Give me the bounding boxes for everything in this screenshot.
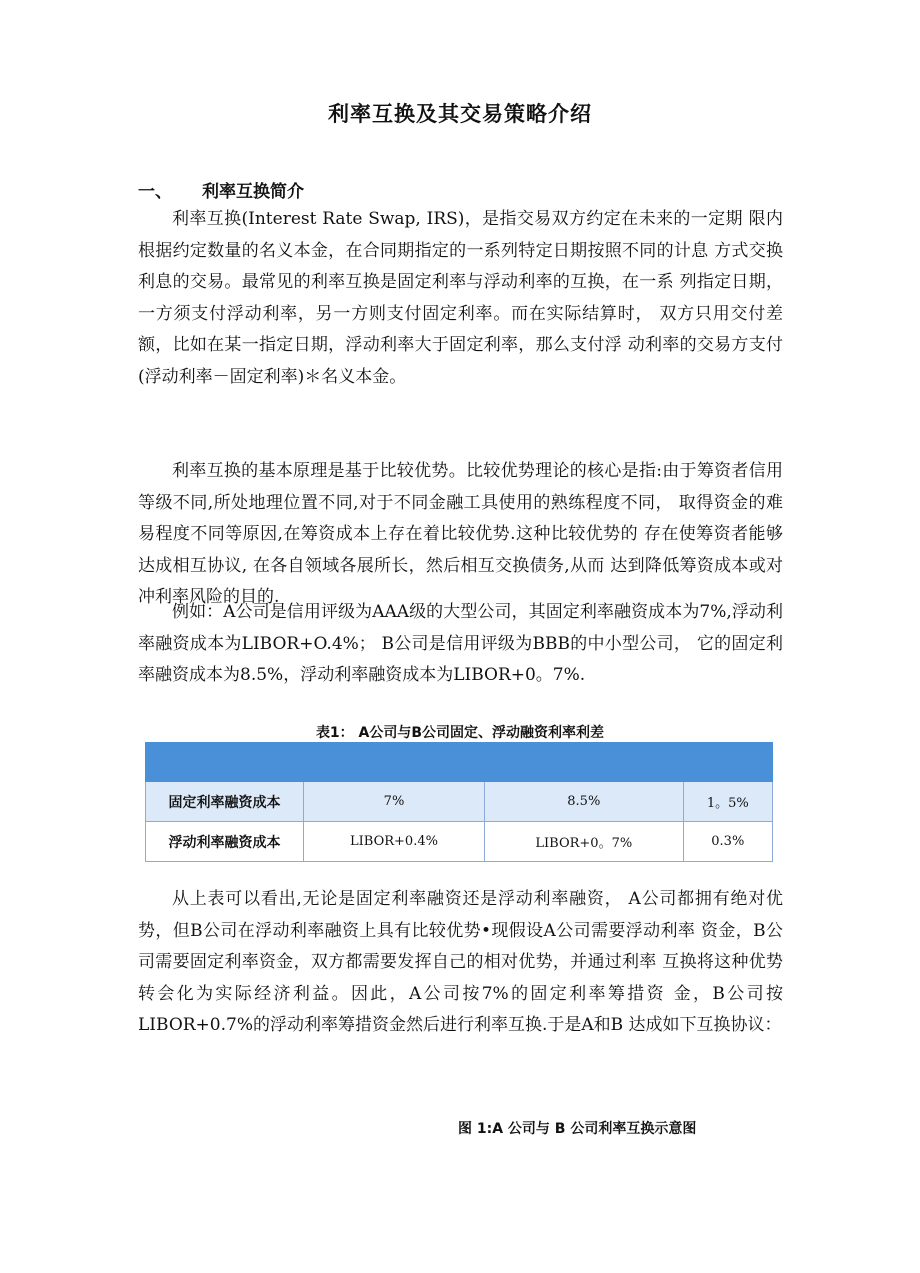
company-b-value: LIBOR+0。7%: [484, 822, 683, 862]
rate-spread-table: [145, 742, 773, 862]
paragraph-example: 例如：A公司是信用评级为AAA级的大型公司，其固定利率融资成本为7%,浮动利率融资成本为LIBOR+O.4%； B公司是信用评级为BBB的中小型公司， 它的固定利率融资成本为8.5%，浮动利率融资成本为LIBOR+0。7%.: [138, 602, 783, 685]
spread-value: 0.3%: [683, 822, 772, 862]
figure-caption: 图 1:A 公司与 B 公司利率互换示意图: [458, 1121, 697, 1137]
table-caption: 表1： A公司与B公司固定、浮动融资利率利差: [315, 725, 605, 741]
table-header-cell: [683, 743, 772, 782]
section-title: 利率互换简介: [202, 182, 304, 202]
section-number: 一、: [138, 182, 172, 202]
company-b-value: 8.5%: [484, 782, 683, 822]
paragraph-swap-analysis: 从上表可以看出,无论是固定利率融资还是浮动利率融资， A公司都拥有绝对优势，但B公司在浮动利率融资上具有比较优势•现假设A公司需要浮动利率 资金，B公司需要固定利率资金，双方都需要发挥自己的相对优势，并通过利率 互换将这种优势转会化为实际经济利益。因此，A公司按7%的固定利率筹措资 金，B公司按LIBOR+0.7%的浮动利率筹措资金然后进行利率互换.于是A和B 达成如下互换协议：: [138, 889, 783, 1035]
document-title: 利率互换及其交易策略介绍: [328, 102, 592, 126]
section-heading: [138, 177, 304, 202]
table-row-floating: [146, 822, 773, 862]
row-label: 固定利率融资成本: [146, 782, 304, 822]
paragraph-irs-definition: 利率互换(Interest Rate Swap, IRS)，是指交易双方约定在未来的一定期 限内根据约定数量的名义本金，在合同期指定的一系列特定日期按照不同的计息 方式交换利息的交易。最常见的利率互换是固定利率与浮动利率的互换，在一系 列指定日期，一方须支付浮动利率，另一方则支付固定利率。而在实际结算时， 双方只用交付差额，比如在某一指定日期，浮动利率大于固定利率，那么支付浮 动利率的交易方支付(浮动利率－固定利率)＊名义本金。: [138, 209, 783, 387]
table-header-row: [146, 743, 773, 782]
spread-value: 1。5%: [683, 782, 772, 822]
row-label: 浮动利率融资成本: [146, 822, 304, 862]
table-header-cell: [304, 743, 485, 782]
table-header-cell: [146, 743, 304, 782]
table-row-fixed: [146, 782, 773, 822]
company-a-value: LIBOR+0.4%: [304, 822, 485, 862]
paragraph-comparative-advantage: 利率互换的基本原理是基于比较优势。比较优势理论的核心是指:由于筹资者信用等级不同,所处地理位置不同,对于不同金融工具使用的熟练程度不同， 取得资金的难易程度不同等原因,在筹资成本上存在着比较优势.这种比较优势的 存在使筹资者能够达成相互协议, 在各自领域各展所长，然后相互交换债务,从而 达到降低筹资成本或对冲利率风险的目的.: [138, 461, 783, 607]
table-header-cell: [484, 743, 683, 782]
company-a-value: 7%: [304, 782, 485, 822]
